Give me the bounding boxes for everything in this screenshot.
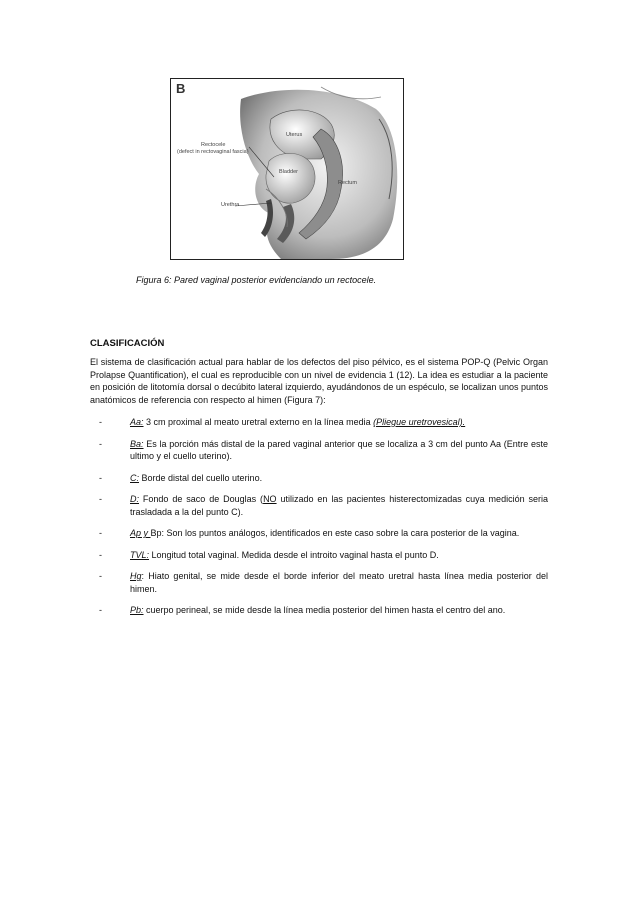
figure-caption: Figura 6: Pared vaginal posterior evidenciando un rectocele. xyxy=(136,275,377,285)
point-term: Hg xyxy=(130,571,142,581)
point-term: Aa: xyxy=(130,417,144,427)
point-term: Ap y xyxy=(130,528,151,538)
emphasis-text: (Pliegue uretrovesical). xyxy=(373,417,466,427)
intro-paragraph: El sistema de clasificación actual para hablar de los defectos del piso pélvico, es el sistema POP-Q (Pelvic Organ Prolapse Quantification), el cual es reproducible con un nivel de evidencia 1 (12). La idea es estudiar a la paciente en posición de litotomía dorsal o decúbito lateral izquierdo, ayudándonos de un espéculo, se localizan unos puntos anatómicos de referencia con respecto al himen (Figura 7): xyxy=(90,357,548,405)
label-bladder: Bladder xyxy=(279,169,298,175)
list-item: - TVL: Longitud total vaginal. Medida desde el introito vaginal hasta el punto D. xyxy=(99,549,439,560)
point-term: Pb: xyxy=(130,605,144,615)
list-item: - Ap y Bp: Son los puntos análogos, identificados en este caso sobre la cara posterior de la vagina. xyxy=(99,528,520,538)
section-heading: CLASIFICACIÓN xyxy=(90,338,165,349)
point-term: C: xyxy=(130,472,139,483)
point-term: TVL: xyxy=(130,549,150,560)
figure-rectocele-illustration xyxy=(170,78,404,260)
list-item: - Ba: Es la porción más distal de la pared vaginal anterior que se localiza a 3 cm del punto Aa (Entre este ultimo y el cuello uterino). xyxy=(99,438,548,461)
list-item: - Hg: Hiato genital, se mide desde el borde inferior del meato uretral hasta línea media posterior del himen. xyxy=(99,571,548,594)
point-term: Ba: xyxy=(130,438,144,449)
label-rectocele: Rectocele xyxy=(201,142,226,148)
label-urethra: Urethra xyxy=(221,202,240,208)
pop-q-points-list xyxy=(90,416,548,626)
list-item: - D: Fondo de saco de Douglas (NO utilizado en las pacientes histerectomizadas cuya medición seria trasladada a la del punto C). xyxy=(99,494,549,517)
emphasis-text: NO xyxy=(263,494,277,504)
point-term: D: xyxy=(130,494,139,504)
figure-panel-letter: B xyxy=(176,81,186,96)
label-rectocele-sub: (defect in rectovaginal fascia) xyxy=(177,149,249,155)
list-item: - C: Borde distal del cuello uterino. xyxy=(99,472,263,483)
list-item: - Pb: cuerpo perineal, se mide desde la línea media posterior del himen hasta el centro del ano. xyxy=(99,605,506,615)
label-uterus: Uterus xyxy=(286,132,303,138)
label-rectum: Rectum xyxy=(338,180,357,186)
list-item: - Aa: 3 cm proximal al meato uretral externo en la línea media (Pliegue uretrovesical). xyxy=(99,417,466,427)
